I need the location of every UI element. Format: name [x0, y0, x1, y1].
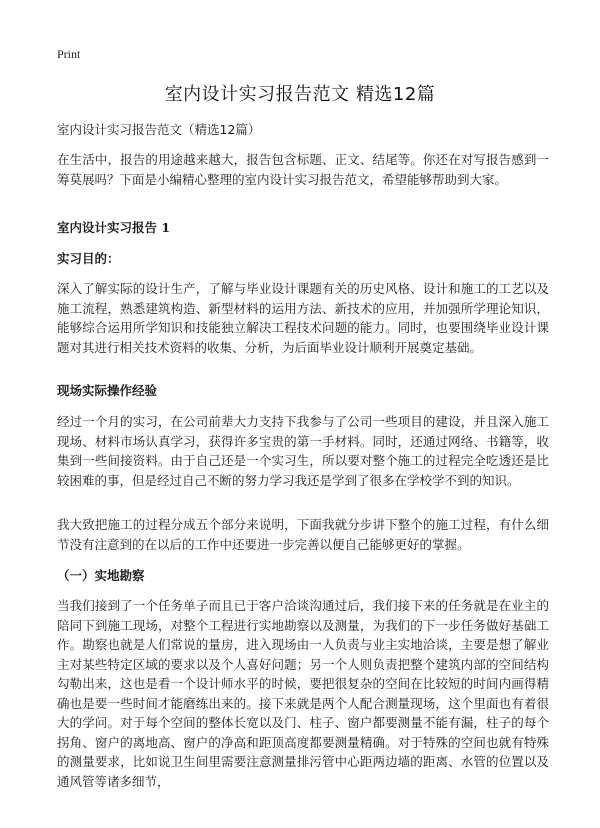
document-title: 室内设计实习报告范文 精选12篇 [164, 84, 436, 105]
experience-heading: 现场实际操作经验 [57, 383, 158, 398]
intro-paragraph: 在生活中，报告的用途越来越大，报告包含标题、正文、结尾等。你还在对写报告感到一筹莫展吗？下面是小编精心整理的室内设计实习报告范文，希望能够帮助到大家。 [57, 152, 549, 187]
parts-paragraph: 我大致把施工的过程分成五个部分来说明，下面我就分步讲下整个的施工过程，有什么细节没有注意到的在以后的工作中还要进一步完善以便自己能够更好的掌握。 [57, 517, 549, 552]
survey-paragraph: 当我们接到了一个任务单子而且已于客户洽谈沟通过后，我们接下来的任务就是在业主的陪同下到施工现场，对整个工程进行实地勘察以及测量，为我们的下一步任务做好基础工作。勘察也就是人们常说的量房，进入现场由一人负责与业主实地洽谈，主要是想了解业主对某些特定区域的要求以及个人喜好问题；另一个人则负责把整个建筑内部的空间结构勾勒出来，这也是看一个设计师水平的时候，要把很复杂的空间在比较短的时间内画得精确也是要一些时间才能磨练出来的。接下来就是两个人配合测量现场，这个里面也有着很大的学问。对于每个空间的整体长宽以及门、柱子、窗户都要测量不能有漏，柱子的每个拐角、窗户的离地高、窗户的净高和距顶高度都要测量精确。对于特殊的空间也就有特殊的测量要求，比如说卫生间里需要注意测量排污管中心距两边墙的距离、水管的位置以及通风管等诸多细节， [57, 598, 549, 789]
survey-heading: （一）实地勘察 [57, 568, 145, 583]
print-label: Print [57, 47, 81, 61]
purpose-heading: 实习目的： [57, 251, 120, 266]
document-subtitle: 室内设计实习报告范文（精选12篇） [57, 122, 261, 137]
section-heading: 室内设计实习报告 1 [57, 220, 171, 235]
purpose-paragraph: 深入了解实际的设计生产，了解与毕业设计课题有关的历史风格、设计和施工的工艺以及施工流程，熟悉建筑构造、新型材料的运用方法、新技术的应用，并加强所学理论知识，能够综合运用所学知识和技能独立解决工程技术问题的能力。同时，也要围绕毕业设计课题对其进行相关技术资料的收集、分析，为后面毕业设计顺利开展奠定基础。 [57, 281, 549, 355]
experience-paragraph: 经过一个月的实习，在公司前辈大力支持下我参与了公司一些项目的建设，并且深入施工现场、材料市场认真学习，获得许多宝贵的第一手材料。同时，还通过网络、书籍等，收集到一些间接资料。由于自己还是一个实习生，所以要对整个施工的过程完全吃透还是比较困难的事，但是经过自己不断的努力学习我还是学到了很多在学校学不到的知识。 [57, 414, 549, 488]
